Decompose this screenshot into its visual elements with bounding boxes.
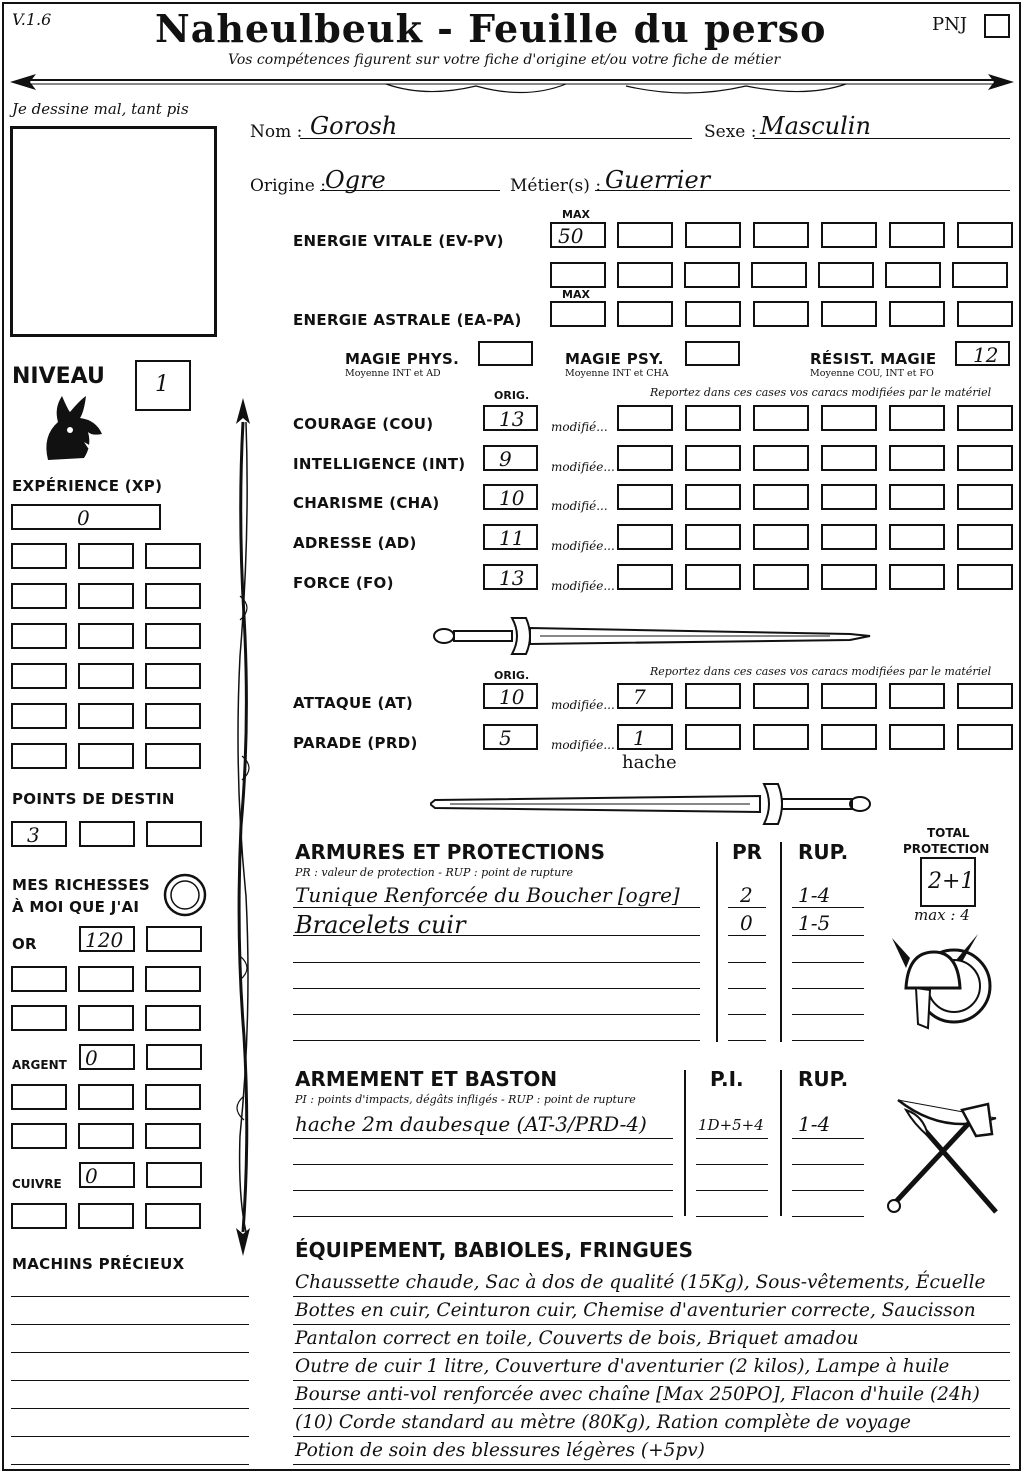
weapons-pi-header: P.I. <box>710 1067 744 1091</box>
xp-box[interactable] <box>11 504 161 530</box>
stat-mod-label: modifiée... <box>551 539 615 553</box>
stat-orig-value: 13 <box>499 407 525 431</box>
metier-label: Métier(s) : <box>510 176 602 196</box>
equipment-item: Bourse anti-vol renforcée avec chaîne [Max 250PO], Flacon d'huile (24h) <box>295 1384 980 1405</box>
stat-mod-label: modifiée... <box>551 460 615 474</box>
stat-label: FORCE (FO) <box>293 574 394 592</box>
weapon-row-line[interactable] <box>293 1190 673 1191</box>
pnj-label: PNJ <box>932 14 968 35</box>
stat-orig-box[interactable] <box>483 445 538 471</box>
stat-mod-cell[interactable] <box>617 445 673 471</box>
ev-cell[interactable] <box>952 262 1008 288</box>
attaque-mod-label: modifiée... <box>551 698 615 712</box>
attaque-orig-value: 10 <box>499 685 525 709</box>
page-subtitle: Vos compétences figurent sur votre fiche d'origine et/ou votre fiche de métier <box>228 52 781 68</box>
armor-pr-line[interactable] <box>728 962 766 963</box>
or-box-2[interactable] <box>146 926 202 952</box>
machins-line[interactable] <box>11 1296 249 1297</box>
stat-mod-label: modifiée... <box>551 579 615 593</box>
xp-cell[interactable] <box>11 703 67 729</box>
sword-icon-2 <box>430 778 875 828</box>
attaque-mod-cell[interactable] <box>889 683 945 709</box>
total-protection-max: max : 4 <box>914 906 970 924</box>
or-cell[interactable] <box>145 1005 201 1031</box>
stats-report-note: Reportez dans ces cases vos caracs modifiées par le matériel <box>650 386 992 399</box>
stat-mod-cell[interactable] <box>685 405 741 431</box>
attaque-orig-box[interactable] <box>483 683 538 709</box>
stat-mod-cell[interactable] <box>821 564 877 590</box>
ea-cell[interactable] <box>889 301 945 327</box>
equipment-item: Pantalon correct en toile, Couverts de bois, Briquet amadou <box>295 1328 859 1349</box>
equipment-title: ÉQUIPEMENT, BABIOLES, FRINGUES <box>295 1238 694 1262</box>
equipment-line[interactable] <box>293 1436 1010 1437</box>
xp-value: 0 <box>77 506 90 530</box>
parade-mod-cell[interactable] <box>889 724 945 750</box>
cuivre-cell[interactable] <box>78 1203 134 1229</box>
niveau-value: 1 <box>155 372 169 397</box>
ev-cell[interactable] <box>550 262 606 288</box>
helmet-shield-icon <box>888 928 998 1038</box>
equipment-item: Bottes en cuir, Ceinturon cuir, Chemise d'aventurier correcte, Saucisson <box>295 1300 976 1321</box>
stat-mod-cell[interactable] <box>685 524 741 550</box>
attaque-mod-cell[interactable] <box>685 683 741 709</box>
argent-box[interactable] <box>79 1044 135 1070</box>
xp-cell[interactable] <box>78 543 134 569</box>
cuivre-value: 0 <box>85 1164 98 1188</box>
stat-mod-cell[interactable] <box>889 564 945 590</box>
xp-cell[interactable] <box>145 703 201 729</box>
weapon-pi: 1D+5+4 <box>698 1116 764 1134</box>
argent-cell[interactable] <box>78 1084 134 1110</box>
stat-orig-box[interactable] <box>483 405 538 431</box>
ea-cell[interactable] <box>821 301 877 327</box>
armor-row-line[interactable] <box>293 907 700 908</box>
stat-mod-cell[interactable] <box>889 524 945 550</box>
armor-rup: 1-5 <box>798 911 831 935</box>
cuivre-box-2[interactable] <box>146 1162 202 1188</box>
or-cell[interactable] <box>11 1005 67 1031</box>
xp-cell[interactable] <box>11 663 67 689</box>
armor-title: ARMURES ET PROTECTIONS <box>295 840 605 864</box>
machins-line[interactable] <box>11 1464 249 1465</box>
armor-rup: 1-4 <box>798 883 831 907</box>
stat-mod-cell[interactable] <box>957 445 1013 471</box>
stat-mod-cell[interactable] <box>821 445 877 471</box>
armor-name: Bracelets cuir <box>295 911 466 939</box>
weapon-pi-line[interactable] <box>696 1164 768 1165</box>
weapon-name: hache 2m daubesque (AT-3/PRD-4) <box>295 1112 647 1136</box>
parade-mod-value: 1 <box>633 726 646 750</box>
stat-mod-cell[interactable] <box>617 484 673 510</box>
parade-orig-value: 5 <box>499 726 512 750</box>
destin-box-2[interactable] <box>79 821 135 847</box>
argent-cell[interactable] <box>11 1084 67 1110</box>
ea-max-label: MAX <box>562 288 590 301</box>
total-protection-box[interactable] <box>920 857 976 907</box>
machins-label: MACHINS PRÉCIEUX <box>12 1255 185 1273</box>
attaque-mod-box[interactable] <box>617 683 673 709</box>
armor-pr-line[interactable] <box>728 935 766 936</box>
origine-value: Ogre <box>325 166 386 194</box>
armor-rup-line[interactable] <box>792 935 864 936</box>
ev-max-value: 50 <box>558 224 584 248</box>
destin-box[interactable] <box>11 821 67 847</box>
parade-mod-box[interactable] <box>617 724 673 750</box>
nom-value: Gorosh <box>310 112 398 140</box>
resist-magie-value: 12 <box>973 343 999 367</box>
weapon-note: hache <box>622 752 677 773</box>
ea-max-box[interactable] <box>550 301 606 327</box>
cuivre-cell[interactable] <box>11 1203 67 1229</box>
xp-label: EXPÉRIENCE (XP) <box>12 477 163 495</box>
or-cell[interactable] <box>11 966 67 992</box>
attaque-label: ATTAQUE (AT) <box>293 694 414 712</box>
argent-label: ARGENT <box>12 1058 67 1072</box>
machins-line[interactable] <box>11 1380 249 1381</box>
or-value: 120 <box>85 928 124 952</box>
metier-value: Guerrier <box>605 166 711 194</box>
total-protection-label-1: TOTAL <box>927 826 970 840</box>
weapon-row-line[interactable] <box>293 1164 673 1165</box>
xp-cell[interactable] <box>78 703 134 729</box>
equipment-item: Potion de soin des blessures légères (+5pv) <box>295 1440 705 1461</box>
parade-mod-label: modifiée... <box>551 738 615 752</box>
stat-mod-cell[interactable] <box>617 405 673 431</box>
ev-cell[interactable] <box>617 222 673 248</box>
destin-value: 3 <box>27 823 40 847</box>
stat-orig-box[interactable] <box>483 524 538 550</box>
ea-cell[interactable] <box>685 301 741 327</box>
armor-col-divider <box>716 842 718 1042</box>
ev-cell[interactable] <box>753 222 809 248</box>
ev-cell[interactable] <box>957 222 1013 248</box>
equipment-line[interactable] <box>293 1296 1010 1297</box>
armor-rup-line[interactable] <box>792 1040 864 1041</box>
argent-value: 0 <box>85 1046 98 1070</box>
ea-cell[interactable] <box>957 301 1013 327</box>
armor-note: PR : valeur de protection - RUP : point de rupture <box>295 866 573 879</box>
stat-mod-cell[interactable] <box>889 445 945 471</box>
ev-cell[interactable] <box>889 222 945 248</box>
armor-row-line[interactable] <box>293 988 700 989</box>
or-cell[interactable] <box>145 966 201 992</box>
xp-cell[interactable] <box>78 663 134 689</box>
sexe-value: Masculin <box>760 112 871 140</box>
cuivre-cell[interactable] <box>145 1203 201 1229</box>
stat-label: INTELLIGENCE (INT) <box>293 455 466 473</box>
stat-mod-cell[interactable] <box>821 405 877 431</box>
armor-col-divider-2 <box>780 842 782 1042</box>
weapons-rup-header: RUP. <box>798 1067 849 1091</box>
armor-rup-line[interactable] <box>792 988 864 989</box>
richesses-label-1: MES RICHESSES <box>12 876 151 894</box>
combat-orig-label: ORIG. <box>494 669 530 682</box>
parade-mod-cell[interactable] <box>685 724 741 750</box>
machins-line[interactable] <box>11 1324 249 1325</box>
stat-mod-cell[interactable] <box>617 524 673 550</box>
equipment-line[interactable] <box>293 1380 1010 1381</box>
niveau-label: NIVEAU <box>12 364 105 389</box>
machins-line[interactable] <box>11 1408 249 1409</box>
weapon-rup-line[interactable] <box>792 1216 864 1217</box>
ev-cell[interactable] <box>685 222 741 248</box>
xp-cell[interactable] <box>11 743 67 769</box>
pnj-checkbox[interactable] <box>984 14 1010 38</box>
stat-mod-cell[interactable] <box>957 405 1013 431</box>
parade-mod-cell[interactable] <box>753 724 809 750</box>
xp-cell[interactable] <box>78 623 134 649</box>
stat-orig-box[interactable] <box>483 564 538 590</box>
destin-label: POINTS DE DESTIN <box>12 790 175 808</box>
weapon-pi-line[interactable] <box>696 1216 768 1217</box>
xp-cell[interactable] <box>145 663 201 689</box>
equipment-line[interactable] <box>293 1352 1010 1353</box>
combat-report-note: Reportez dans ces cases vos caracs modifiées par le matériel <box>650 665 992 678</box>
weapon-pi-line[interactable] <box>696 1190 768 1191</box>
dragon-icon <box>40 392 106 464</box>
weapon-row-line[interactable] <box>293 1216 673 1217</box>
armor-pr: 2 <box>740 883 753 907</box>
stat-mod-cell[interactable] <box>685 564 741 590</box>
ev-cell[interactable] <box>617 262 673 288</box>
stat-orig-value: 10 <box>499 486 525 510</box>
crossed-weapons-icon <box>884 1096 1004 1218</box>
armor-rup-line[interactable] <box>792 1014 864 1015</box>
stat-mod-cell[interactable] <box>753 564 809 590</box>
destin-box-3[interactable] <box>146 821 202 847</box>
stats-orig-label: ORIG. <box>494 389 530 402</box>
armor-pr: 0 <box>740 911 753 935</box>
resist-magie-note: Moyenne COU, INT et FO <box>810 368 934 379</box>
equipment-line[interactable] <box>293 1464 1010 1465</box>
stat-mod-cell[interactable] <box>957 524 1013 550</box>
stat-mod-cell[interactable] <box>753 445 809 471</box>
stat-mod-cell[interactable] <box>685 484 741 510</box>
stat-mod-cell[interactable] <box>753 484 809 510</box>
parade-orig-box[interactable] <box>483 724 538 750</box>
ea-cell[interactable] <box>617 301 673 327</box>
stat-mod-label: modifié... <box>551 420 608 434</box>
stat-label: CHARISME (CHA) <box>293 494 440 512</box>
page-title: Naheulbeuk - Feuille du perso <box>155 6 827 51</box>
coin-icon <box>162 872 208 918</box>
attaque-mod-cell[interactable] <box>753 683 809 709</box>
stat-mod-cell[interactable] <box>889 484 945 510</box>
equipment-line[interactable] <box>293 1324 1010 1325</box>
nom-label: Nom : <box>250 122 303 142</box>
argent-cell[interactable] <box>145 1123 201 1149</box>
vertical-spear-icon <box>228 396 258 1258</box>
ev-cell[interactable] <box>818 262 874 288</box>
armor-rup-line[interactable] <box>792 962 864 963</box>
stat-mod-cell[interactable] <box>957 484 1013 510</box>
version-label: V.1.6 <box>12 10 52 29</box>
weapons-note: PI : points d'impacts, dégâts infligés - RUP : point de rupture <box>295 1093 636 1106</box>
or-cell[interactable] <box>78 966 134 992</box>
total-protection-value: 2+1 <box>928 869 975 894</box>
ev-cell[interactable] <box>684 262 740 288</box>
armor-rup-line[interactable] <box>792 907 864 908</box>
machins-line[interactable] <box>11 1352 249 1353</box>
xp-cell[interactable] <box>78 583 134 609</box>
stat-mod-cell[interactable] <box>821 524 877 550</box>
argent-cell[interactable] <box>11 1123 67 1149</box>
portrait-box[interactable] <box>10 126 217 337</box>
attaque-mod-cell[interactable] <box>957 683 1013 709</box>
ev-label: ENERGIE VITALE (EV-PV) <box>293 232 504 250</box>
weapon-pi-line[interactable] <box>696 1138 768 1139</box>
attaque-mod-cell[interactable] <box>821 683 877 709</box>
armor-pr-line[interactable] <box>728 1040 766 1041</box>
xp-cell[interactable] <box>11 623 67 649</box>
magie-phys-label: MAGIE PHYS. <box>345 350 460 368</box>
armor-pr-header: PR <box>732 840 763 864</box>
weapon-row-line[interactable] <box>293 1138 673 1139</box>
stat-mod-cell[interactable] <box>753 405 809 431</box>
sexe-label: Sexe : <box>704 122 757 142</box>
weapon-rup-line[interactable] <box>792 1190 864 1191</box>
xp-cell[interactable] <box>145 743 201 769</box>
magie-psy-note: Moyenne INT et CHA <box>565 368 669 379</box>
weapon-rup-line[interactable] <box>792 1138 864 1139</box>
or-box[interactable] <box>79 926 135 952</box>
stat-label: ADRESSE (AD) <box>293 534 417 552</box>
xp-cell[interactable] <box>78 743 134 769</box>
armor-pr-line[interactable] <box>728 1014 766 1015</box>
weapon-rup: 1-4 <box>798 1112 831 1136</box>
armor-rup-header: RUP. <box>798 840 849 864</box>
xp-cell[interactable] <box>145 543 201 569</box>
total-protection-label-2: PROTECTION <box>903 842 990 856</box>
stat-mod-cell[interactable] <box>889 405 945 431</box>
sword-icon <box>430 610 875 660</box>
stat-orig-value: 9 <box>499 447 512 471</box>
cuivre-label: CUIVRE <box>12 1177 62 1191</box>
ea-label: ENERGIE ASTRALE (EA-PA) <box>293 311 522 329</box>
magie-phys-box[interactable] <box>478 341 533 366</box>
origine-label: Origine : <box>250 176 326 196</box>
stat-mod-cell[interactable] <box>685 445 741 471</box>
equipment-item: Outre de cuir 1 litre, Couverture d'aventurier (2 kilos), Lampe à huile <box>295 1356 950 1377</box>
or-cell[interactable] <box>78 1005 134 1031</box>
xp-cell[interactable] <box>145 583 201 609</box>
or-label: OR <box>12 935 37 953</box>
stat-orig-value: 11 <box>499 526 525 550</box>
attaque-mod-value: 7 <box>633 685 646 709</box>
armor-pr-line[interactable] <box>728 907 766 908</box>
equipment-item: Chaussette chaude, Sac à dos de qualité (15Kg), Sous-vêtements, Écuelle <box>295 1272 986 1293</box>
weapons-title: ARMEMENT ET BASTON <box>295 1067 558 1091</box>
parade-mod-cell[interactable] <box>821 724 877 750</box>
parade-mod-cell[interactable] <box>957 724 1013 750</box>
weapons-col-divider <box>684 1070 686 1216</box>
resist-magie-box[interactable] <box>955 341 1010 366</box>
stat-mod-cell[interactable] <box>753 524 809 550</box>
portrait-caption: Je dessine mal, tant pis <box>12 100 189 118</box>
argent-cell[interactable] <box>78 1123 134 1149</box>
ev-max-label: MAX <box>562 208 590 221</box>
stat-mod-cell[interactable] <box>957 564 1013 590</box>
cuivre-box[interactable] <box>79 1162 135 1188</box>
argent-box-2[interactable] <box>146 1044 202 1070</box>
niveau-box[interactable] <box>135 360 191 411</box>
ea-cell[interactable] <box>753 301 809 327</box>
magie-psy-label: MAGIE PSY. <box>565 350 664 368</box>
spear-divider-icon <box>6 64 1018 104</box>
armor-pr-line[interactable] <box>728 988 766 989</box>
stat-orig-value: 13 <box>499 566 525 590</box>
magie-phys-note: Moyenne INT et AD <box>345 368 441 379</box>
stat-mod-label: modifié... <box>551 499 608 513</box>
armor-row-line[interactable] <box>293 1040 700 1041</box>
machins-line[interactable] <box>11 1436 249 1437</box>
parade-label: PARADE (PRD) <box>293 734 418 752</box>
stat-mod-cell[interactable] <box>617 564 673 590</box>
equipment-line[interactable] <box>293 1408 1010 1409</box>
weapons-col-divider-2 <box>780 1070 782 1216</box>
armor-row-line[interactable] <box>293 962 700 963</box>
resist-magie-label: RÉSIST. MAGIE <box>810 350 937 368</box>
weapon-rup-line[interactable] <box>792 1164 864 1165</box>
magie-psy-box[interactable] <box>685 341 740 366</box>
ev-max-box[interactable] <box>550 222 606 248</box>
argent-cell[interactable] <box>145 1084 201 1110</box>
xp-cell[interactable] <box>11 543 67 569</box>
ev-cell[interactable] <box>885 262 941 288</box>
ev-cell[interactable] <box>751 262 807 288</box>
ev-cell[interactable] <box>821 222 877 248</box>
stat-label: COURAGE (COU) <box>293 415 434 433</box>
richesses-label-2: À MOI QUE J'AI <box>12 898 140 916</box>
xp-cell[interactable] <box>145 623 201 649</box>
armor-row-line[interactable] <box>293 1014 700 1015</box>
stat-mod-cell[interactable] <box>821 484 877 510</box>
stat-orig-box[interactable] <box>483 484 538 510</box>
equipment-item: (10) Corde standard au mètre (80Kg), Ration complète de voyage <box>295 1412 912 1433</box>
armor-name: Tunique Renforcée du Boucher [ogre] <box>295 883 680 907</box>
xp-cell[interactable] <box>11 583 67 609</box>
